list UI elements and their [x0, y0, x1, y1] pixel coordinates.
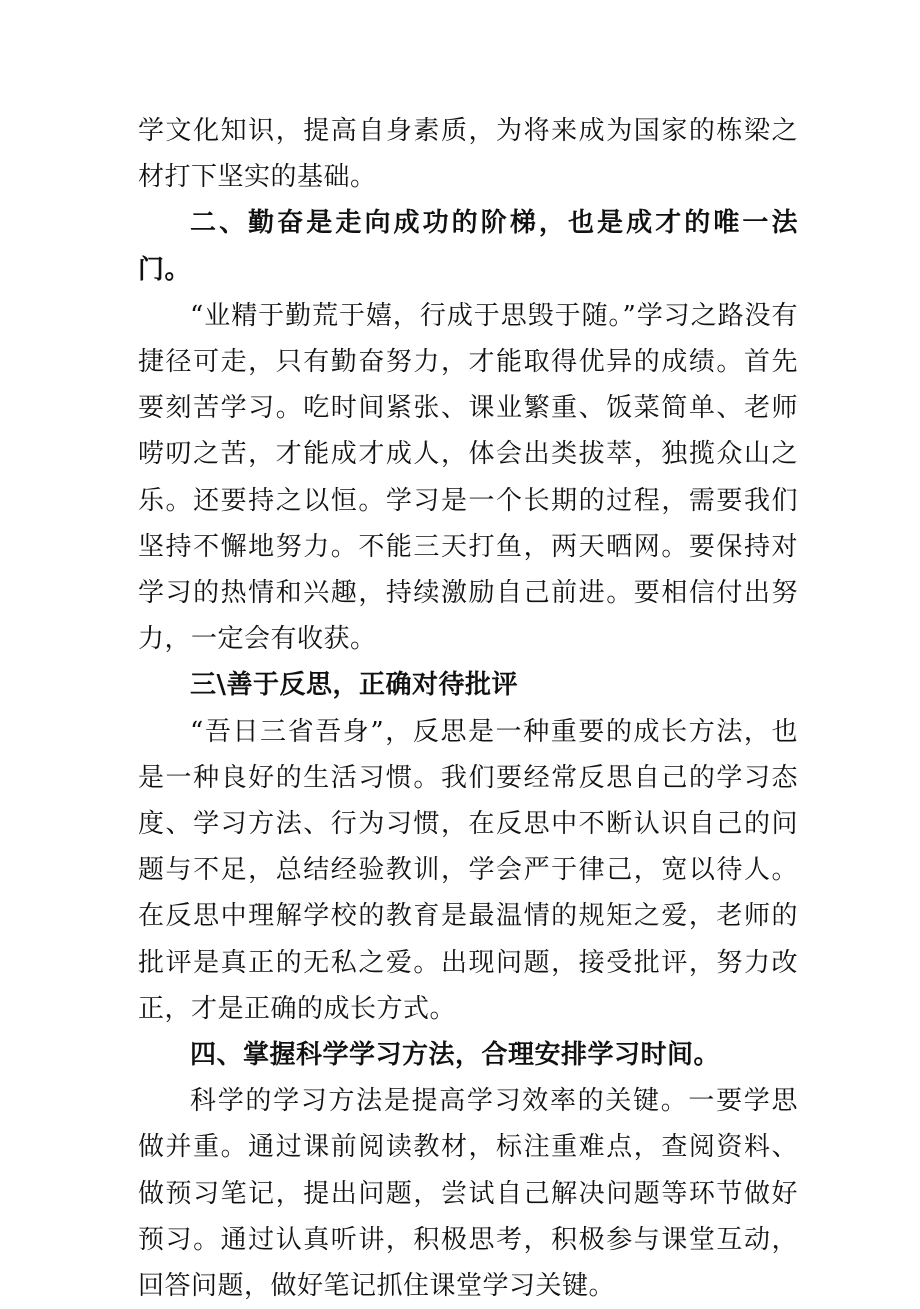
- section-heading-2: 二、勤奋是走向成功的阶梯，也是成才的唯一法门。: [138, 208, 798, 285]
- paragraph-study-methods: 科学的学习方法是提高学习效率的关键。一要学思做并重。通过课前阅读教材，标注重难点，查阅资料、做预习笔记，提出问题，尝试自己解决问题等环节做好预习。通过认真听讲，积极思考，积极参与课堂互动，回答问题，做好笔记抓住课堂学习关键。: [138, 1086, 798, 1302]
- section-heading-3: 三\善于反思，正确对待批评: [190, 670, 518, 701]
- paragraph-diligence: “业精于勤荒于嬉，行成于思毁于随。”学习之路没有捷径可走，只有勤奋努力，才能取得优异的成绩。首先要刻苦学习。吃时间紧张、课业繁重、饭菜简单、老师唠叨之苦，才能成才成人，体会出类拔萃，独揽众山之乐。还要持之以恒。学习是一个长期的过程，需要我们坚持不懈地努力。不能三天打鱼，两天晒网。要保持对学习的热情和兴趣，持续激励自己前进。要相信付出努力，一定会有收获。: [138, 300, 798, 655]
- paragraph-continuation: 学文化知识，提高自身素质，为将来成为国家的栋梁之材打下坚实的基础。: [138, 116, 798, 193]
- section-heading-4: 四、掌握科学学习方法，合理安排学习时间。: [190, 1040, 721, 1071]
- paragraph-reflection: “吾日三省吾身”，反思是一种重要的成长方法，也是一种良好的生活习惯。我们要经常反思自己的学习态度、学习方法、行为习惯，在反思中不断认识自己的问题与不足，总结经验教训，学会严于律己，宽以待人。在反思中理解学校的教育是最温情的规矩之爱，老师的批评是真正的无私之爱。出现问题，接受批评，努力改正，才是正确的成长方式。: [138, 716, 798, 1024]
- document-body: [138, 108, 798, 1309]
